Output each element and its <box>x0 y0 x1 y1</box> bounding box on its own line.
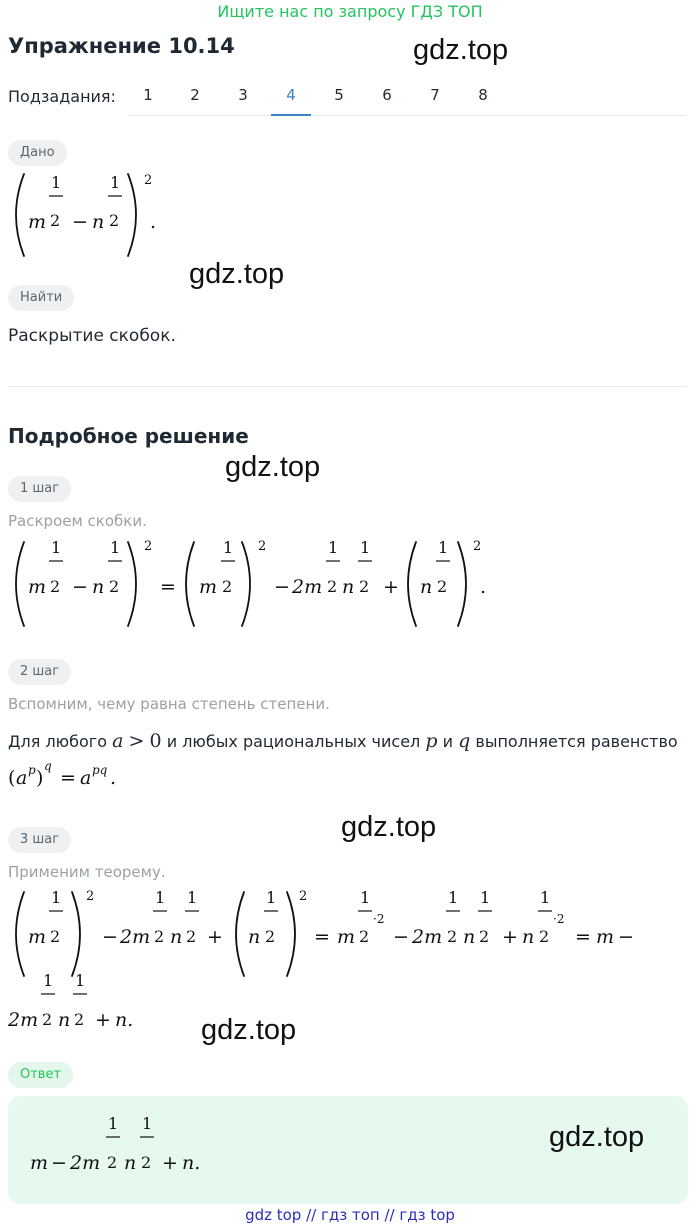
given-badge: Дано <box>8 140 67 166</box>
search-banner[interactable]: Ищите нас по запросу ГДЗ ТОП <box>217 2 483 21</box>
svg-text:2m: 2m <box>120 926 151 948</box>
subtasks-tabs <box>128 78 686 116</box>
svg-text:1: 1 <box>328 538 339 557</box>
svg-text:2m: 2m <box>412 926 443 948</box>
svg-text:n: n <box>170 926 183 948</box>
svg-text:1: 1 <box>360 538 371 557</box>
svg-text:−: − <box>72 211 88 233</box>
svg-text:2: 2 <box>479 927 490 946</box>
svg-text:n: n <box>58 1009 71 1031</box>
divider <box>8 386 686 387</box>
svg-text:2: 2 <box>186 927 197 946</box>
var-n: n <box>92 211 105 233</box>
svg-text:2m: 2m <box>292 576 323 598</box>
svg-text:2: 2 <box>42 1010 53 1029</box>
svg-text:2m: 2m <box>70 1152 101 1174</box>
svg-text:1: 1 <box>266 888 277 907</box>
svg-text:a: a <box>16 767 28 789</box>
svg-text:1: 1 <box>51 888 62 907</box>
svg-text:2: 2 <box>50 577 61 596</box>
svg-text:=: = <box>575 926 591 948</box>
svg-text:−: − <box>618 926 634 948</box>
svg-text:1: 1 <box>110 173 121 192</box>
theorem-text: Для любого a > 0 и любых рациональных чисел p и q выполняется равенство <box>8 730 678 752</box>
svg-text:m: m <box>28 576 47 598</box>
svg-text:n: n <box>463 926 476 948</box>
subtask-tab-8[interactable]: 8 <box>478 86 488 104</box>
svg-text:2: 2 <box>154 927 165 946</box>
svg-text:1: 1 <box>360 888 371 907</box>
subtask-tab-2[interactable]: 2 <box>190 86 200 104</box>
svg-text:1: 1 <box>51 538 62 557</box>
svg-text:2: 2 <box>299 889 308 904</box>
subtask-tab-5[interactable]: 5 <box>334 86 344 104</box>
svg-text:1: 1 <box>43 971 54 990</box>
svg-text:2: 2 <box>144 539 153 554</box>
page-title: Упражнение 10.14 <box>8 34 235 58</box>
step-1-formula <box>8 534 508 634</box>
watermark: gdz.top <box>189 258 285 290</box>
watermark: gdz.top <box>225 451 321 483</box>
svg-text:q: q <box>44 759 52 773</box>
subtask-tab-3[interactable]: 3 <box>238 86 248 104</box>
answer-box <box>8 1096 688 1204</box>
answer-formula <box>30 1114 230 1184</box>
svg-text:−: − <box>72 576 88 598</box>
svg-text:+: + <box>162 1152 178 1174</box>
svg-text:2: 2 <box>437 577 448 596</box>
svg-text:1: 1 <box>110 538 121 557</box>
footer-links[interactable]: gdz top // гдз топ // гдз top <box>245 1206 455 1224</box>
svg-text:a: a <box>80 767 92 789</box>
svg-text:2: 2 <box>258 539 267 554</box>
find-text: Раскрытие скобок. <box>8 326 176 346</box>
step-3-badge: 3 шаг <box>8 827 71 853</box>
solution-title: Подробное решение <box>8 424 249 448</box>
svg-text:2m: 2m <box>8 1009 39 1031</box>
svg-text:1: 1 <box>142 1114 153 1133</box>
svg-text:m: m <box>199 576 218 598</box>
svg-text:(: ( <box>8 767 16 789</box>
svg-text:2: 2 <box>473 539 482 554</box>
svg-text:1: 1 <box>448 888 459 907</box>
svg-text:2: 2 <box>86 889 95 904</box>
svg-text:1: 1 <box>75 971 86 990</box>
svg-text:−: − <box>393 926 409 948</box>
svg-text:2: 2 <box>141 1153 152 1172</box>
svg-text:1: 1 <box>223 538 234 557</box>
svg-text:2: 2 <box>539 927 550 946</box>
svg-text:n: n <box>522 926 535 948</box>
svg-text:n: n <box>124 1152 137 1174</box>
subtask-tab-4[interactable]: 4 <box>271 78 311 116</box>
step-3-hint: Применим теорему. <box>8 863 166 881</box>
svg-text:m: m <box>28 926 47 948</box>
svg-text:=: = <box>60 767 76 789</box>
svg-text:.: . <box>150 211 157 233</box>
svg-text:+: + <box>95 1009 111 1031</box>
svg-text:+: + <box>207 926 223 948</box>
step-1-badge: 1 шаг <box>8 476 71 502</box>
svg-text:1: 1 <box>155 888 166 907</box>
svg-text:n: n <box>420 576 433 598</box>
svg-text:2: 2 <box>265 927 276 946</box>
var-m: m <box>28 211 47 233</box>
svg-text:·2: ·2 <box>373 912 385 926</box>
svg-text:2: 2 <box>109 577 120 596</box>
step-1-hint: Раскроем скобки. <box>8 512 147 530</box>
given-formula <box>8 168 178 266</box>
svg-text:=: = <box>314 926 330 948</box>
power-rule-formula <box>8 758 138 794</box>
svg-text:1: 1 <box>480 888 491 907</box>
subtask-tab-6[interactable]: 6 <box>382 86 392 104</box>
svg-text:2: 2 <box>50 211 61 230</box>
answer-badge: Ответ <box>8 1062 73 1088</box>
svg-text:.: . <box>480 576 487 598</box>
svg-text:−: − <box>274 576 290 598</box>
svg-text:·2: ·2 <box>553 912 565 926</box>
svg-text:n.: n. <box>182 1152 201 1174</box>
svg-text:m: m <box>596 926 615 948</box>
svg-text:+: + <box>502 926 518 948</box>
svg-text:2: 2 <box>359 927 370 946</box>
watermark: gdz.top <box>413 34 509 66</box>
watermark: gdz.top <box>341 811 437 843</box>
subtasks-label: Подзадания: <box>8 87 116 106</box>
svg-text:2: 2 <box>107 1153 118 1172</box>
watermark: gdz.top <box>549 1121 645 1153</box>
svg-text:2: 2 <box>109 211 120 230</box>
svg-text:m: m <box>337 926 356 948</box>
svg-text:2: 2 <box>447 927 458 946</box>
svg-text:−: − <box>51 1152 67 1174</box>
svg-text:2: 2 <box>144 173 153 188</box>
svg-text:+: + <box>383 576 399 598</box>
svg-text:2: 2 <box>222 577 233 596</box>
svg-text:1: 1 <box>187 888 198 907</box>
svg-text:2: 2 <box>74 1010 85 1029</box>
svg-text:n.: n. <box>115 1009 134 1031</box>
svg-text:n: n <box>342 576 355 598</box>
svg-text:n: n <box>92 576 105 598</box>
subtask-tab-7[interactable]: 7 <box>430 86 440 104</box>
svg-text:.: . <box>110 767 117 789</box>
watermark: gdz.top <box>201 1014 297 1046</box>
svg-text:p: p <box>28 763 36 777</box>
svg-text:1: 1 <box>108 1114 119 1133</box>
svg-text:−: − <box>102 926 118 948</box>
svg-text:=: = <box>160 576 176 598</box>
svg-text:1: 1 <box>51 173 62 192</box>
svg-text:2: 2 <box>327 577 338 596</box>
find-badge: Найти <box>8 285 74 311</box>
svg-text:n: n <box>248 926 261 948</box>
svg-text:m: m <box>30 1152 49 1174</box>
svg-text:1: 1 <box>438 538 449 557</box>
subtask-tab-1[interactable]: 1 <box>143 86 153 104</box>
step-3-formula <box>8 886 688 1036</box>
svg-text:pq: pq <box>92 763 108 777</box>
step-2-hint: Вспомним, чему равна степень степени. <box>8 695 330 713</box>
svg-text:): ) <box>36 767 44 789</box>
svg-text:2: 2 <box>359 577 370 596</box>
step-2-badge: 2 шаг <box>8 659 71 685</box>
svg-text:2: 2 <box>50 927 61 946</box>
svg-text:1: 1 <box>540 888 551 907</box>
